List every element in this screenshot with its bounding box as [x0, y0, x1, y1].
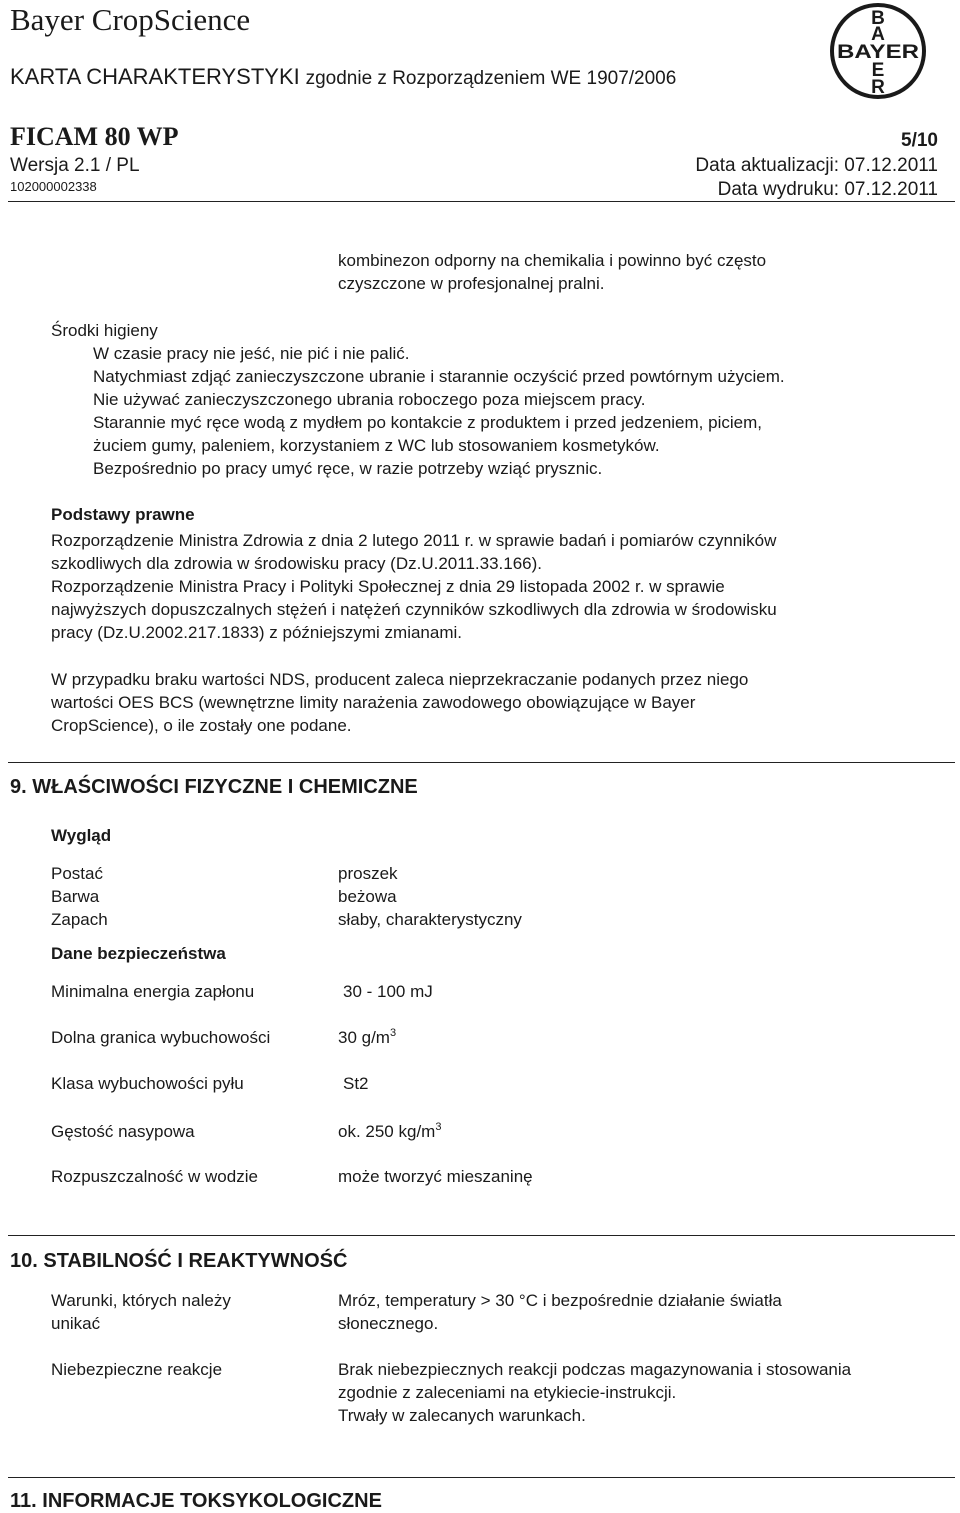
text-line: Brak niebezpiecznych reakcji podczas magazynowania i stosowania [338, 1360, 852, 1379]
dust-class-value: St2 [343, 1074, 369, 1093]
text-line: Nie używać zanieczyszczonego ubrania roboczego poza miejscem pracy. [93, 390, 646, 409]
text-line: Trwały w zalecanych warunkach. [338, 1406, 586, 1425]
logo-letter-b: B [871, 8, 885, 29]
appearance-value: proszek [338, 864, 398, 883]
text-line: unikać [51, 1314, 101, 1333]
text-line: W czasie pracy nie jeść, nie pić i nie palić. [93, 344, 410, 363]
min-ignition-value: 30 - 100 mJ [343, 982, 433, 1001]
logo-letter-a: A [871, 24, 885, 45]
text-line: Mróz, temperatury > 30 °C i bezpośrednie działanie światła [338, 1291, 782, 1310]
hazardous-reactions-value [338, 1358, 851, 1427]
print-date: Data wydruku: 07.12.2011 [717, 179, 938, 200]
nds-note [51, 668, 748, 737]
logo-letters-bayer: BAYER [837, 42, 920, 63]
sds-title-suffix: zgodnie z Rozporządzeniem WE 1907/2006 [305, 68, 677, 89]
text-line: żuciem gumy, paleniem, korzystaniem z WC lub stosowaniem kosmetyków. [93, 436, 660, 455]
dust-class-label: Klasa wybuchowości pyłu [51, 1074, 244, 1093]
text-line: słonecznego. [338, 1314, 439, 1333]
lel-value-text: 30 g/m [338, 1028, 390, 1047]
appearance-title: Wygląd [51, 826, 112, 845]
text-line: Starannie myć ręce wodą z mydłem po kontakcie z produktem i przed jedzeniem, piciem, [93, 413, 762, 432]
solubility-label: Rozpuszczalność w wodzie [51, 1167, 258, 1186]
text-line: kombinezon odporny na chemikalia i powinno być często [338, 251, 767, 270]
appearance-value: beżowa [338, 887, 397, 906]
section-divider [8, 1235, 955, 1236]
page-number: 5/10 [901, 130, 938, 151]
section-divider [8, 762, 955, 763]
conditions-to-avoid-label [51, 1289, 231, 1335]
lel-value-exponent: 3 [389, 1027, 397, 1039]
appearance-labels [51, 862, 108, 931]
bulk-density-exponent: 3 [435, 1121, 442, 1133]
text-line: wartości OES BCS (wewnętrzne limity narażenia zawodowego obowiązujące w Bayer [51, 693, 696, 712]
section-10-title: 10. STABILNOŚĆ I REAKTYWNOŚĆ [10, 1250, 348, 1272]
safety-data-title: Dane bezpieczeństwa [51, 944, 226, 963]
lel-label: Dolna granica wybuchowości [51, 1028, 271, 1047]
appearance-values [338, 862, 522, 931]
text-line: Rozporządzenie Ministra Pracy i Polityki Społecznej z dnia 29 listopada 2002 r. w sprawie [51, 577, 725, 596]
section-11-title: 11. INFORMACJE TOKSYKOLOGICZNE [10, 1490, 382, 1512]
text-line: najwyższych dopuszczalnych stężeń i natężeń czynników szkodliwych dla zdrowia w środowisku [51, 600, 777, 619]
bulk-density-label: Gęstość nasypowa [51, 1122, 195, 1141]
text-line: W przypadku braku wartości NDS, producent zaleca nieprzekraczanie podanych przez niego [51, 670, 749, 689]
legal-basis-title: Podstawy prawne [51, 505, 195, 524]
text-line: czyszczone w profesjonalnej pralni. [338, 274, 605, 293]
text-line: Bezpośrednio po pracy umyć ręce, w razie potrzeby wziąć prysznic. [93, 459, 603, 478]
appearance-label: Postać [51, 864, 103, 883]
bayer-cross-logo [829, 2, 927, 100]
hygiene-text [93, 342, 785, 480]
hygiene-title: Środki higieny [51, 321, 158, 340]
text-line: Natychmiast zdjąć zanieczyszczone ubranie i starannie oczyścić przed powtórnym użyciem. [93, 367, 785, 386]
solubility-value: może tworzyć mieszaninę [338, 1167, 533, 1186]
protective-clothing-text [338, 249, 766, 295]
text-line: pracy (Dz.U.2002.217.1833) z późniejszymi zmianami. [51, 623, 463, 642]
company-name: Bayer CropScience [10, 2, 251, 37]
appearance-label: Barwa [51, 887, 100, 906]
conditions-to-avoid-value [338, 1289, 782, 1335]
appearance-label: Zapach [51, 910, 108, 929]
text-line: Rozporządzenie Ministra Zdrowia z dnia 2 lutego 2011 r. w sprawie badań i pomiarów czynników [51, 531, 777, 550]
lel-value [338, 1026, 396, 1049]
header-divider [8, 201, 955, 202]
bulk-density-value [338, 1120, 441, 1143]
update-date: Data aktualizacji: 07.12.2011 [695, 155, 938, 176]
min-ignition-label: Minimalna energia zapłonu [51, 982, 255, 1001]
logo-letter-r: R [871, 77, 885, 98]
product-name: FICAM 80 WP [10, 122, 179, 151]
text-line: szkodliwych dla zdrowia w środowisku pracy (Dz.U.2011.33.166). [51, 554, 542, 573]
logo-letter-e: E [871, 60, 885, 81]
text-line: Warunki, których należy [51, 1291, 231, 1310]
legal-basis-text [51, 529, 777, 644]
section-divider [8, 1477, 955, 1478]
sds-title [10, 64, 676, 90]
text-line: zgodnie z zaleceniami na etykiecie-instrukcji. [338, 1383, 677, 1402]
version: Wersja 2.1 / PL [10, 155, 140, 176]
hazardous-reactions-label: Niebezpieczne reakcje [51, 1360, 223, 1379]
sds-title-prefix: KARTA CHARAKTERYSTYKI [10, 64, 300, 89]
document-code: 102000002338 [10, 179, 97, 194]
bulk-density-value-text: ok. 250 kg/m [338, 1122, 436, 1141]
text-line: CropScience), o ile zostały one podane. [51, 716, 352, 735]
section-9-title: 9. WŁAŚCIWOŚCI FIZYCZNE I CHEMICZNE [10, 776, 418, 798]
appearance-value: słaby, charakterystyczny [338, 910, 522, 929]
